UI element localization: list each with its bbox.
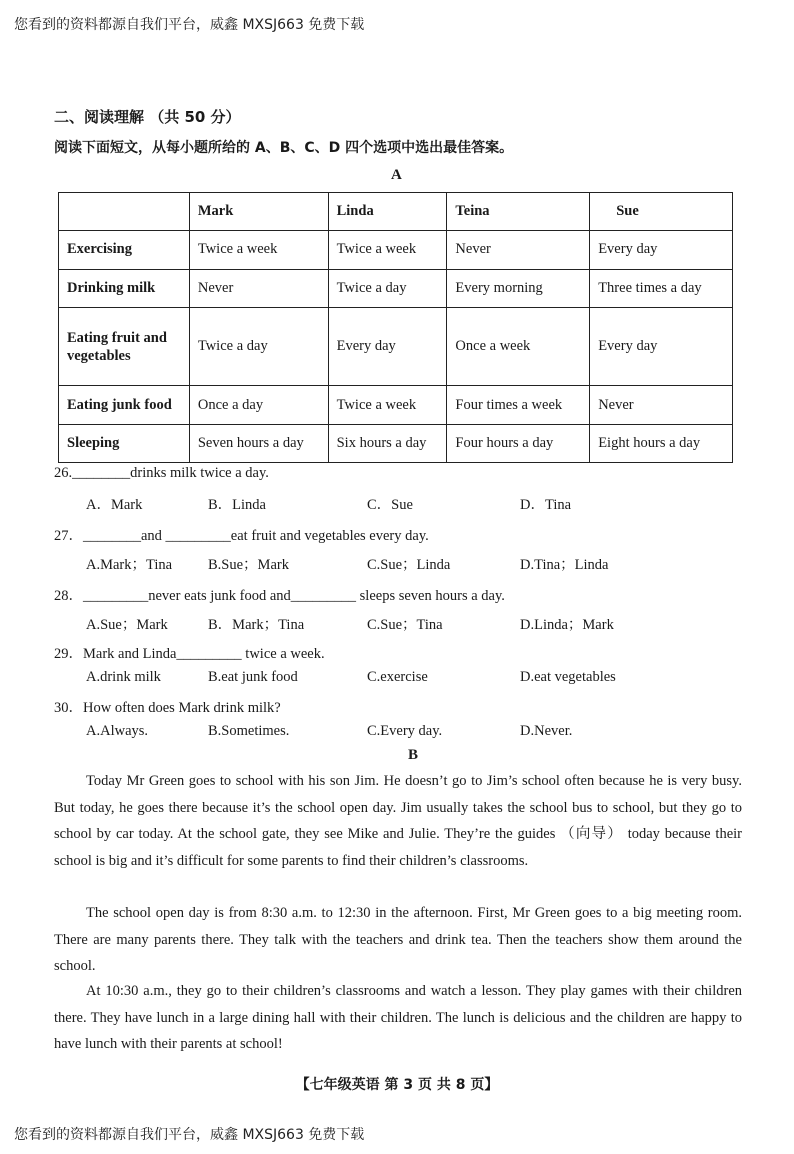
table-cell: Never xyxy=(189,269,328,307)
question-27-option-c: C.Sue；Linda xyxy=(367,557,451,573)
question-28-stem: 28．_________never eats junk food and_________ sleeps seven hours a day. xyxy=(54,588,505,604)
part-b-label: B xyxy=(408,747,419,763)
row-label: Exercising xyxy=(59,231,190,269)
question-28-option-c: C.Sue；Tina xyxy=(367,617,443,633)
question-29-stem: 29．Mark and Linda_________ twice a week. xyxy=(54,646,325,662)
question-27-option-a: A.Mark；Tina xyxy=(86,557,173,573)
question-28-option-a: A.Sue；Mark xyxy=(86,617,168,633)
table-cell: Never xyxy=(590,386,733,424)
question-28-option-b: B．Mark；Tina xyxy=(208,617,305,633)
table-cell: Every day xyxy=(328,307,447,386)
table-cell: Four times a week xyxy=(447,386,590,424)
section-title: 二、阅读理解 （共 50 分） xyxy=(54,108,241,126)
table-cell: Eight hours a day xyxy=(590,424,733,462)
question-26-option-d: D．Tina xyxy=(520,497,572,513)
table-cell: Four hours a day xyxy=(447,424,590,462)
row-label: Sleeping xyxy=(59,424,190,462)
table-header-cell: Teina xyxy=(447,193,590,231)
table-header-cell xyxy=(59,193,190,231)
table-cell: Twice a week xyxy=(328,231,447,269)
table-cell: Twice a day xyxy=(328,269,447,307)
question-28-option-d: D.Linda；Mark xyxy=(520,617,614,633)
table-cell: Three times a day xyxy=(590,269,733,307)
table-cell: Once a day xyxy=(189,386,328,424)
question-26-option-b: B．Linda xyxy=(208,497,266,513)
question-30-stem: 30．How often does Mark drink milk? xyxy=(54,700,281,716)
table-cell: Once a week xyxy=(447,307,590,386)
table-header-row xyxy=(59,193,733,231)
question-29-option-c: C.exercise xyxy=(367,669,428,685)
page-footer: 【七年级英语 第 3 页 共 8 页】 xyxy=(295,1077,499,1093)
table-row xyxy=(59,307,733,386)
table-row xyxy=(59,269,733,307)
table-row xyxy=(59,424,733,462)
row-label: Eating fruit and vegetables xyxy=(59,307,190,386)
question-29-option-b: B.eat junk food xyxy=(208,669,298,685)
passage-b-paragraph-2: The school open day is from 8:30 a.m. to 12:30 in the afternoon. First, Mr Green goes to a big meeting room. There are many parents there. They talk with the teachers and drink tea. Then the teachers show them around the school. xyxy=(54,905,742,974)
question-30-option-b: B.Sometimes. xyxy=(208,723,290,739)
table-cell: Twice a week xyxy=(189,231,328,269)
row-label: Eating junk food xyxy=(59,386,190,424)
table-header-cell: Mark xyxy=(189,193,328,231)
question-29-option-a: A.drink milk xyxy=(86,669,161,685)
table-cell: Twice a day xyxy=(189,307,328,386)
table-row xyxy=(59,231,733,269)
question-29-option-d: D.eat vegetables xyxy=(520,669,616,685)
table-header-cell: Sue xyxy=(590,193,733,231)
table-cell: Every morning xyxy=(447,269,590,307)
question-26-option-a: A．Mark xyxy=(86,497,143,513)
question-26-stem: 26.________drinks milk twice a day. xyxy=(54,465,269,481)
table-cell: Every day xyxy=(590,307,733,386)
question-30-option-c: C.Every day. xyxy=(367,723,443,739)
row-label: Drinking milk xyxy=(59,269,190,307)
table-cell: Six hours a day xyxy=(328,424,447,462)
instructions: 阅读下面短文，从每小题所给的 A、B、C、D 四个选项中选出最佳答案。 xyxy=(54,140,514,156)
table-row xyxy=(59,386,733,424)
question-30-option-d: D.Never. xyxy=(520,723,573,739)
watermark-top: 您看到的资料都源自我们平台，威鑫 MXSJ663 免费下载 xyxy=(14,17,365,33)
table-cell: Every day xyxy=(590,231,733,269)
question-27-option-d: D.Tina；Linda xyxy=(520,557,609,573)
question-27-option-b: B.Sue；Mark xyxy=(208,557,289,573)
table-cell: Seven hours a day xyxy=(189,424,328,462)
table-cell: Never xyxy=(447,231,590,269)
question-27-stem: 27．________and _________eat fruit and vegetables every day. xyxy=(54,528,429,544)
passage-b-paragraph-1: Today Mr Green goes to school with his son Jim. He doesn’t go to Jim’s school often because he is very busy. But today, he goes there because it’s the school open day. Jim usually takes the school bus to school, but they go to school by car today. At the school gate, they see Mike and Julie. They’re the guides （向导） today because their school is big and it’s difficult for some parents to find their children’s classrooms. xyxy=(54,773,742,869)
question-26-option-c: C．Sue xyxy=(367,497,413,513)
table-cell: Twice a week xyxy=(328,386,447,424)
passage-b-paragraph-3: At 10:30 a.m., they go to their children’s classrooms and watch a lesson. They play games with their children there. They have lunch in a large dining hall with their children. The lunch is delicious and the children are happy to have lunch with their parents at school! xyxy=(54,983,742,1052)
question-30-option-a: A.Always. xyxy=(86,723,149,739)
habits-table xyxy=(58,192,733,463)
table-header-cell: Linda xyxy=(328,193,447,231)
part-a-label: A xyxy=(391,167,402,183)
watermark-bottom: 您看到的资料都源自我们平台，威鑫 MXSJ663 免费下载 xyxy=(14,1127,365,1143)
